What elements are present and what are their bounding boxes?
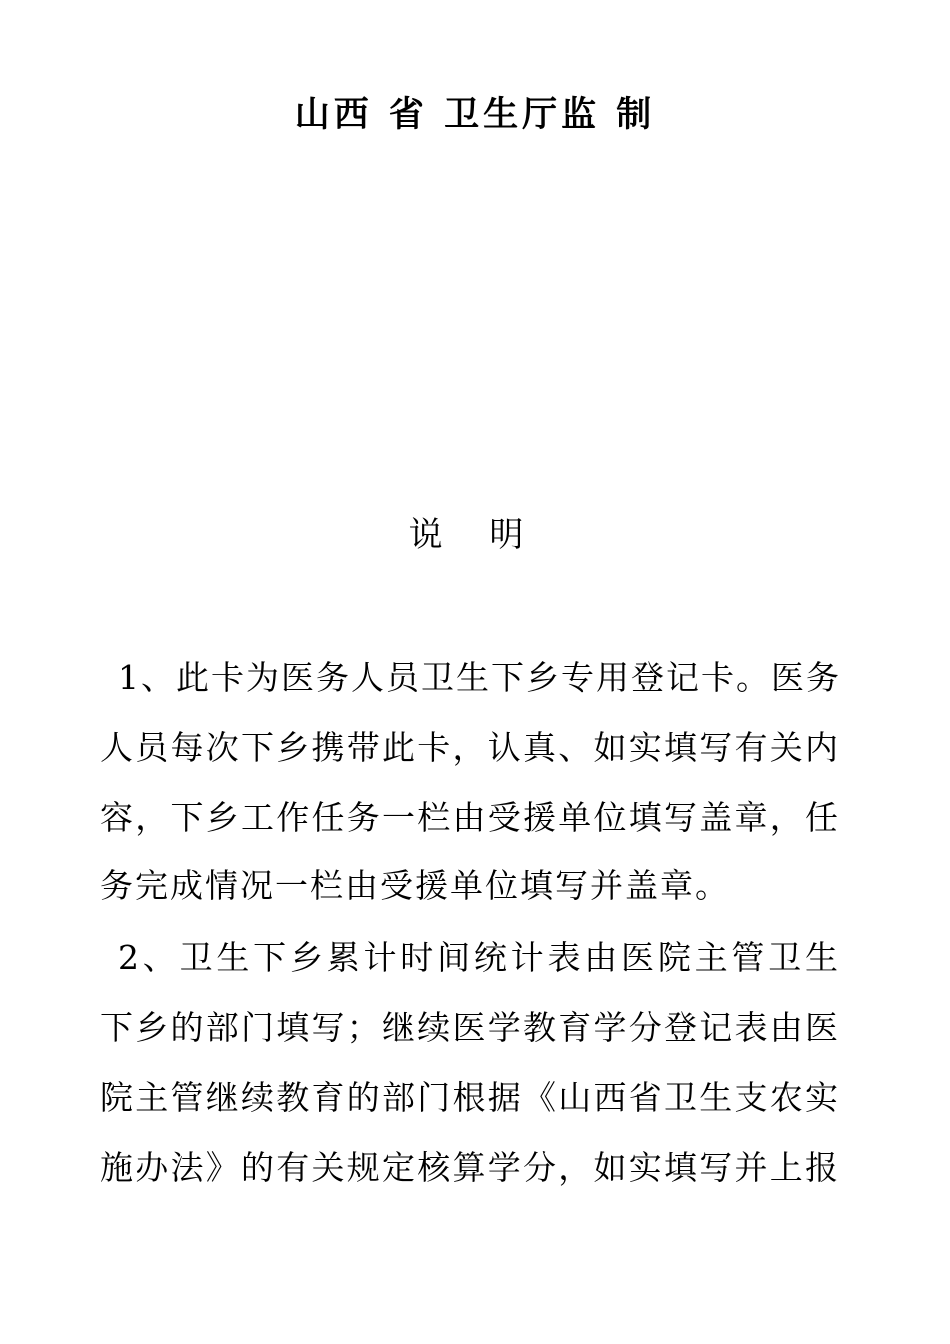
- paragraph-line: 容，下乡工作任务一栏由受援单位填写盖章，任: [100, 798, 840, 837]
- paragraph-line: 1、此卡为医务人员卫生下乡专用登记卡。医务: [118, 658, 841, 697]
- paragraph-line: 务完成情况一栏由受援单位填写并盖章。: [100, 866, 730, 905]
- instructions-heading: 说 明: [408, 515, 542, 555]
- paragraph-line: 施办法》的有关规定核算学分，如实填写并上报: [100, 1148, 840, 1187]
- paragraph-line: 2、卫生下乡累计时间统计表由医院主管卫生: [118, 938, 840, 977]
- paragraph-line: 人员每次下乡携带此卡，认真、如实填写有关内: [100, 728, 840, 767]
- paragraph-line: 下乡的部门填写；继续医学教育学分登记表由医: [100, 1008, 840, 1047]
- issuer-title: 山西 省 卫生厅监 制: [294, 94, 656, 135]
- paragraph-line: 院主管继续教育的部门根据《山西省卫生支农实: [100, 1078, 840, 1117]
